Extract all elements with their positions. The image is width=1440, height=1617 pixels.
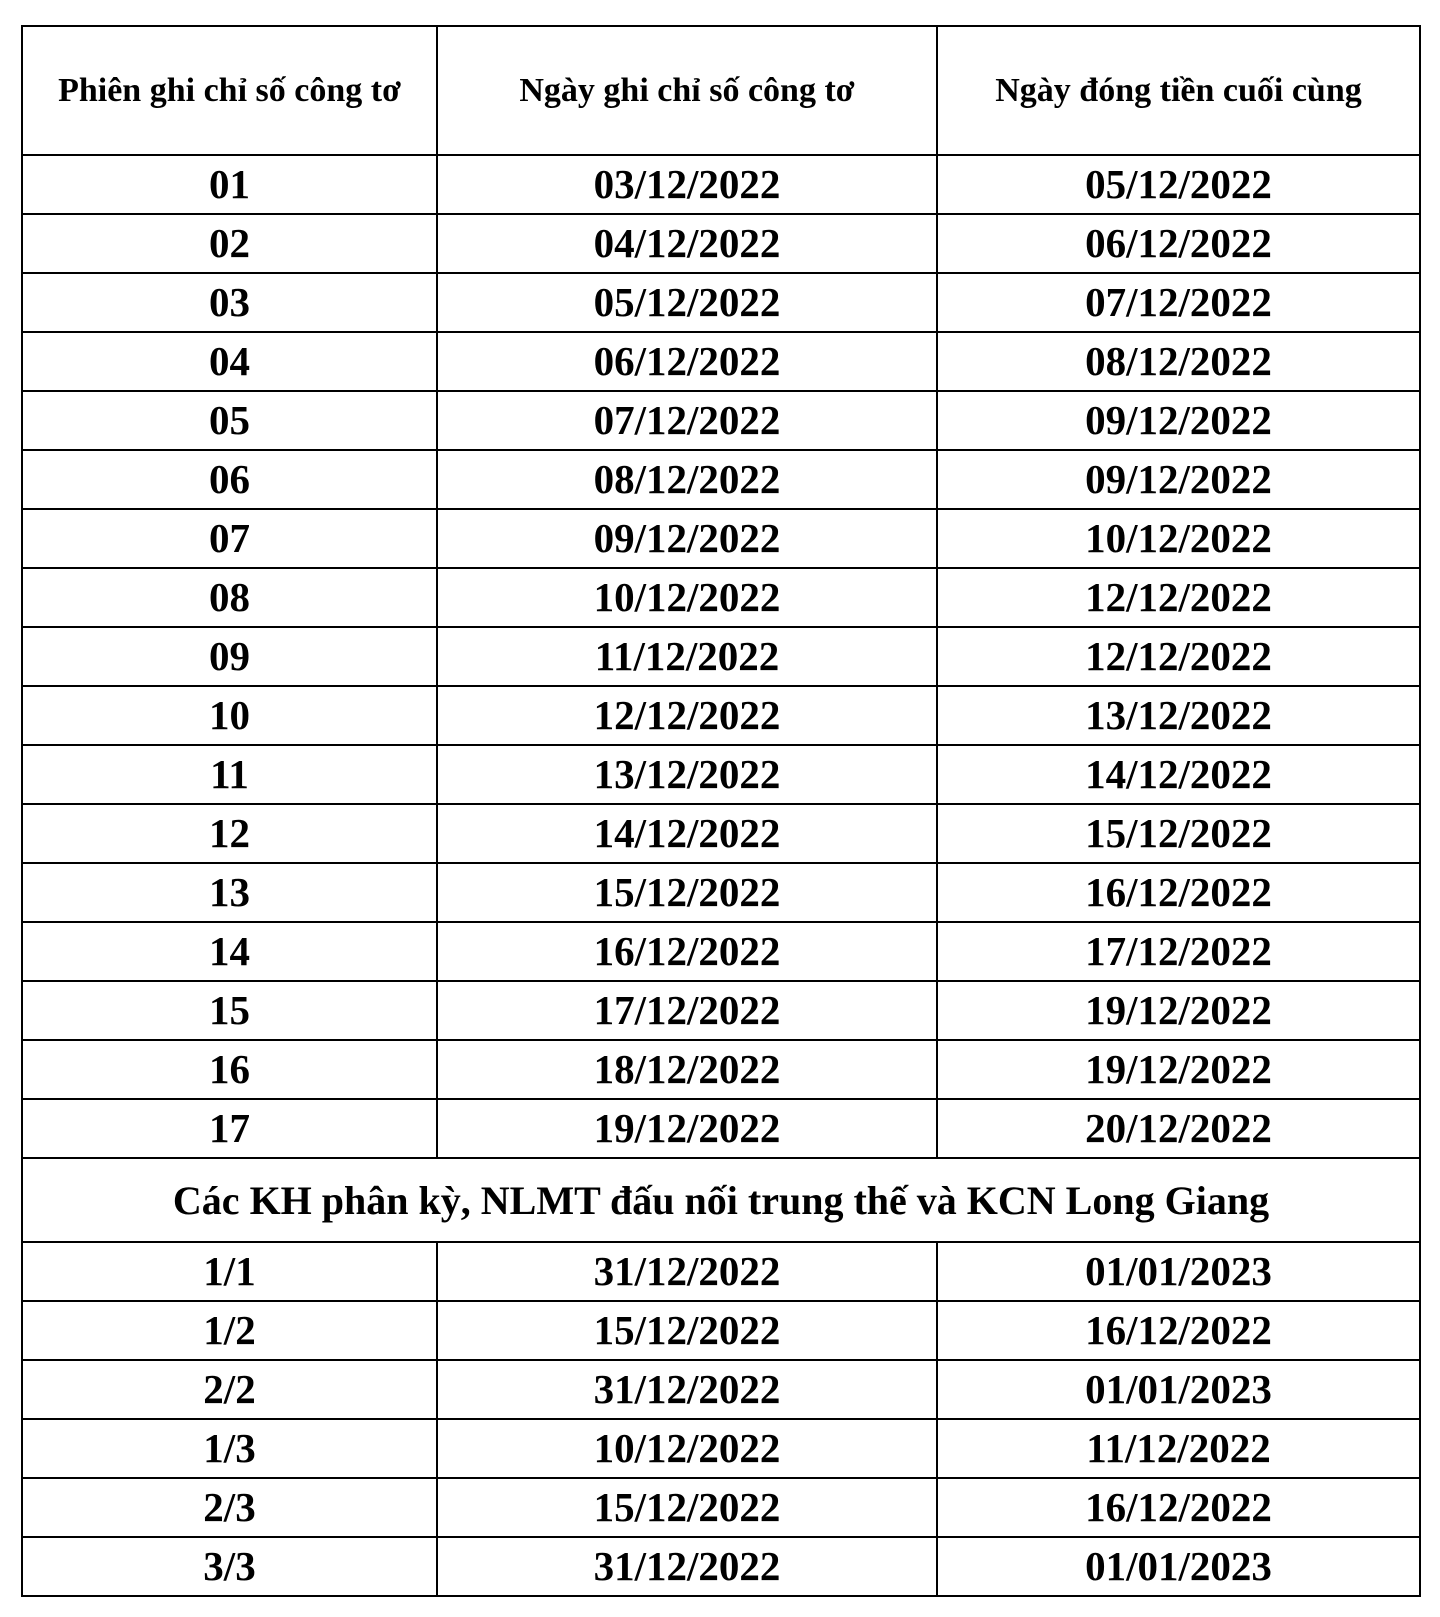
payment-deadline-cell: 09/12/2022 xyxy=(937,391,1420,450)
table-row xyxy=(22,922,1420,981)
session-cell: 04 xyxy=(22,332,437,391)
header-payment-deadline: Ngày đóng tiền cuối cùng xyxy=(937,26,1420,155)
session-cell: 2/3 xyxy=(22,1478,437,1537)
reading-date-cell: 31/12/2022 xyxy=(437,1242,937,1301)
table-row xyxy=(22,1537,1420,1596)
session-cell: 1/2 xyxy=(22,1301,437,1360)
payment-deadline-cell: 16/12/2022 xyxy=(937,1301,1420,1360)
header-session: Phiên ghi chỉ số công tơ xyxy=(22,26,437,155)
session-cell: 13 xyxy=(22,863,437,922)
session-cell: 01 xyxy=(22,155,437,214)
table-row xyxy=(22,332,1420,391)
reading-date-cell: 03/12/2022 xyxy=(437,155,937,214)
payment-deadline-cell: 10/12/2022 xyxy=(937,509,1420,568)
table-row xyxy=(22,391,1420,450)
reading-date-cell: 14/12/2022 xyxy=(437,804,937,863)
reading-date-cell: 15/12/2022 xyxy=(437,1301,937,1360)
table-row xyxy=(22,509,1420,568)
payment-deadline-cell: 01/01/2023 xyxy=(937,1360,1420,1419)
session-cell: 08 xyxy=(22,568,437,627)
payment-deadline-cell: 06/12/2022 xyxy=(937,214,1420,273)
table-row xyxy=(22,155,1420,214)
section-title: Các KH phân kỳ, NLMT đấu nối trung thế và KCN Long Giang xyxy=(22,1158,1420,1242)
session-cell: 09 xyxy=(22,627,437,686)
payment-deadline-cell: 20/12/2022 xyxy=(937,1099,1420,1158)
reading-date-cell: 31/12/2022 xyxy=(437,1360,937,1419)
session-cell: 02 xyxy=(22,214,437,273)
payment-deadline-cell: 09/12/2022 xyxy=(937,450,1420,509)
session-cell: 17 xyxy=(22,1099,437,1158)
session-cell: 05 xyxy=(22,391,437,450)
table-row xyxy=(22,804,1420,863)
payment-deadline-cell: 01/01/2023 xyxy=(937,1242,1420,1301)
reading-date-cell: 12/12/2022 xyxy=(437,686,937,745)
table-row xyxy=(22,1040,1420,1099)
session-cell: 3/3 xyxy=(22,1537,437,1596)
table-row xyxy=(22,450,1420,509)
payment-deadline-cell: 13/12/2022 xyxy=(937,686,1420,745)
session-cell: 11 xyxy=(22,745,437,804)
table-header-row xyxy=(22,26,1420,155)
reading-date-cell: 17/12/2022 xyxy=(437,981,937,1040)
reading-date-cell: 31/12/2022 xyxy=(437,1537,937,1596)
reading-date-cell: 19/12/2022 xyxy=(437,1099,937,1158)
session-cell: 06 xyxy=(22,450,437,509)
table-row xyxy=(22,214,1420,273)
reading-date-cell: 04/12/2022 xyxy=(437,214,937,273)
payment-deadline-cell: 16/12/2022 xyxy=(937,1478,1420,1537)
reading-date-cell: 07/12/2022 xyxy=(437,391,937,450)
session-cell: 12 xyxy=(22,804,437,863)
table-body-main xyxy=(22,155,1420,1158)
payment-deadline-cell: 11/12/2022 xyxy=(937,1419,1420,1478)
payment-deadline-cell: 01/01/2023 xyxy=(937,1537,1420,1596)
reading-date-cell: 16/12/2022 xyxy=(437,922,937,981)
session-cell: 10 xyxy=(22,686,437,745)
table-row xyxy=(22,1242,1420,1301)
table-row xyxy=(22,686,1420,745)
table-body-section xyxy=(22,1242,1420,1596)
table-row xyxy=(22,1478,1420,1537)
payment-deadline-cell: 19/12/2022 xyxy=(937,981,1420,1040)
session-cell: 2/2 xyxy=(22,1360,437,1419)
reading-date-cell: 05/12/2022 xyxy=(437,273,937,332)
meter-reading-schedule-table xyxy=(21,25,1421,1597)
reading-date-cell: 15/12/2022 xyxy=(437,863,937,922)
table-row xyxy=(22,1301,1420,1360)
header-reading-date: Ngày ghi chỉ số công tơ xyxy=(437,26,937,155)
table-row xyxy=(22,1099,1420,1158)
payment-deadline-cell: 12/12/2022 xyxy=(937,568,1420,627)
reading-date-cell: 11/12/2022 xyxy=(437,627,937,686)
table-row xyxy=(22,1360,1420,1419)
reading-date-cell: 15/12/2022 xyxy=(437,1478,937,1537)
session-cell: 15 xyxy=(22,981,437,1040)
table-row xyxy=(22,568,1420,627)
session-cell: 1/3 xyxy=(22,1419,437,1478)
reading-date-cell: 18/12/2022 xyxy=(437,1040,937,1099)
table-section xyxy=(22,1158,1420,1242)
payment-deadline-cell: 14/12/2022 xyxy=(937,745,1420,804)
section-title-row xyxy=(22,1158,1420,1242)
table-row xyxy=(22,627,1420,686)
payment-deadline-cell: 05/12/2022 xyxy=(937,155,1420,214)
payment-deadline-cell: 07/12/2022 xyxy=(937,273,1420,332)
session-cell: 1/1 xyxy=(22,1242,437,1301)
reading-date-cell: 10/12/2022 xyxy=(437,568,937,627)
reading-date-cell: 08/12/2022 xyxy=(437,450,937,509)
table-row xyxy=(22,981,1420,1040)
payment-deadline-cell: 12/12/2022 xyxy=(937,627,1420,686)
payment-deadline-cell: 19/12/2022 xyxy=(937,1040,1420,1099)
reading-date-cell: 06/12/2022 xyxy=(437,332,937,391)
session-cell: 03 xyxy=(22,273,437,332)
reading-date-cell: 09/12/2022 xyxy=(437,509,937,568)
session-cell: 14 xyxy=(22,922,437,981)
table-row xyxy=(22,273,1420,332)
table-row xyxy=(22,745,1420,804)
reading-date-cell: 10/12/2022 xyxy=(437,1419,937,1478)
reading-date-cell: 13/12/2022 xyxy=(437,745,937,804)
payment-deadline-cell: 17/12/2022 xyxy=(937,922,1420,981)
session-cell: 07 xyxy=(22,509,437,568)
payment-deadline-cell: 08/12/2022 xyxy=(937,332,1420,391)
table-row xyxy=(22,863,1420,922)
table-row xyxy=(22,1419,1420,1478)
payment-deadline-cell: 16/12/2022 xyxy=(937,863,1420,922)
payment-deadline-cell: 15/12/2022 xyxy=(937,804,1420,863)
session-cell: 16 xyxy=(22,1040,437,1099)
